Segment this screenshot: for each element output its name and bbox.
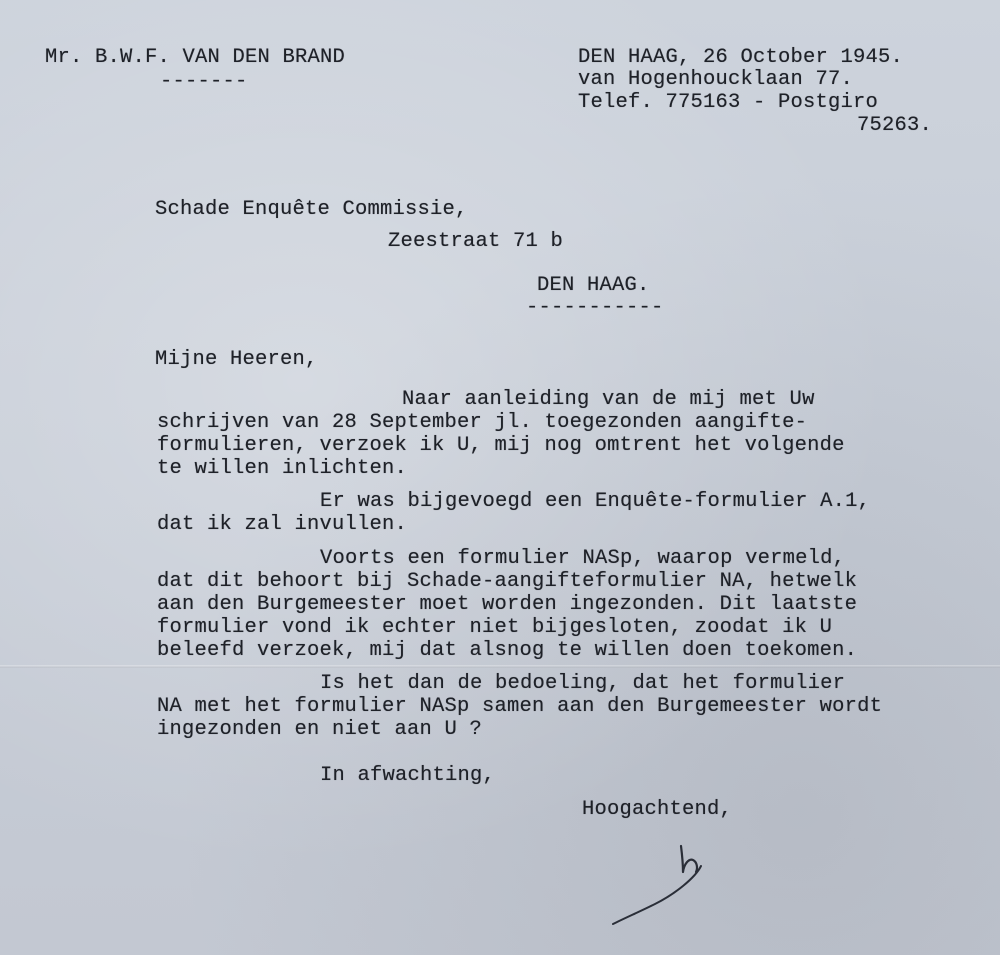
- body-line: formulieren, verzoek ik U, mij nog omtrent het volgende: [157, 434, 845, 457]
- salutation: Mijne Heeren,: [155, 348, 318, 371]
- sender-name: Mr. B.W.F. VAN DEN BRAND: [45, 46, 346, 69]
- recipient-name: Schade Enquête Commissie,: [155, 198, 468, 221]
- body-line: schrijven van 28 September jl. toegezonden aangifte-: [157, 411, 808, 434]
- body-line: beleefd verzoek, mij dat alsnog te willen doen toekomen.: [157, 639, 858, 662]
- body-line: dat dit behoort bij Schade-aangifteformulier NA, hetwelk: [157, 570, 858, 593]
- closing-greeting: Hoogachtend,: [582, 798, 733, 821]
- body-line: formulier vond ik echter niet bijgesloten, zoodat ik U: [157, 616, 833, 639]
- body-line: Voorts een formulier NASp, waarop vermeld,: [320, 547, 846, 570]
- body-line: dat ik zal invullen.: [157, 513, 408, 536]
- body-line: Naar aanleiding van de mij met Uw: [402, 388, 815, 411]
- address-line: van Hogenhoucklaan 77.: [578, 68, 854, 91]
- telephone-line: Telef. 775163 - Postgiro: [578, 91, 879, 114]
- body-line: Er was bijgevoegd een Enquête-formulier A.1,: [320, 490, 871, 513]
- postgiro-number: 75263.: [857, 114, 933, 137]
- recipient-city: DEN HAAG.: [537, 274, 650, 297]
- sender-underline: -------: [160, 70, 248, 93]
- paper-fold: [0, 665, 1000, 668]
- body-line: ingezonden en niet aan U ?: [157, 718, 483, 741]
- recipient-street: Zeestraat 71 b: [388, 230, 564, 253]
- body-line: Is het dan de bedoeling, dat het formulier: [320, 672, 846, 695]
- recipient-city-underline: -----------: [526, 296, 664, 319]
- date-line: DEN HAAG, 26 October 1945.: [578, 46, 904, 69]
- signature-mark: [605, 838, 715, 933]
- body-line: te willen inlichten.: [157, 457, 408, 480]
- body-line: aan den Burgemeester moet worden ingezonden. Dit laatste: [157, 593, 858, 616]
- closing-phrase: In afwachting,: [320, 764, 496, 787]
- body-line: NA met het formulier NASp samen aan den Burgemeester wordt: [157, 695, 883, 718]
